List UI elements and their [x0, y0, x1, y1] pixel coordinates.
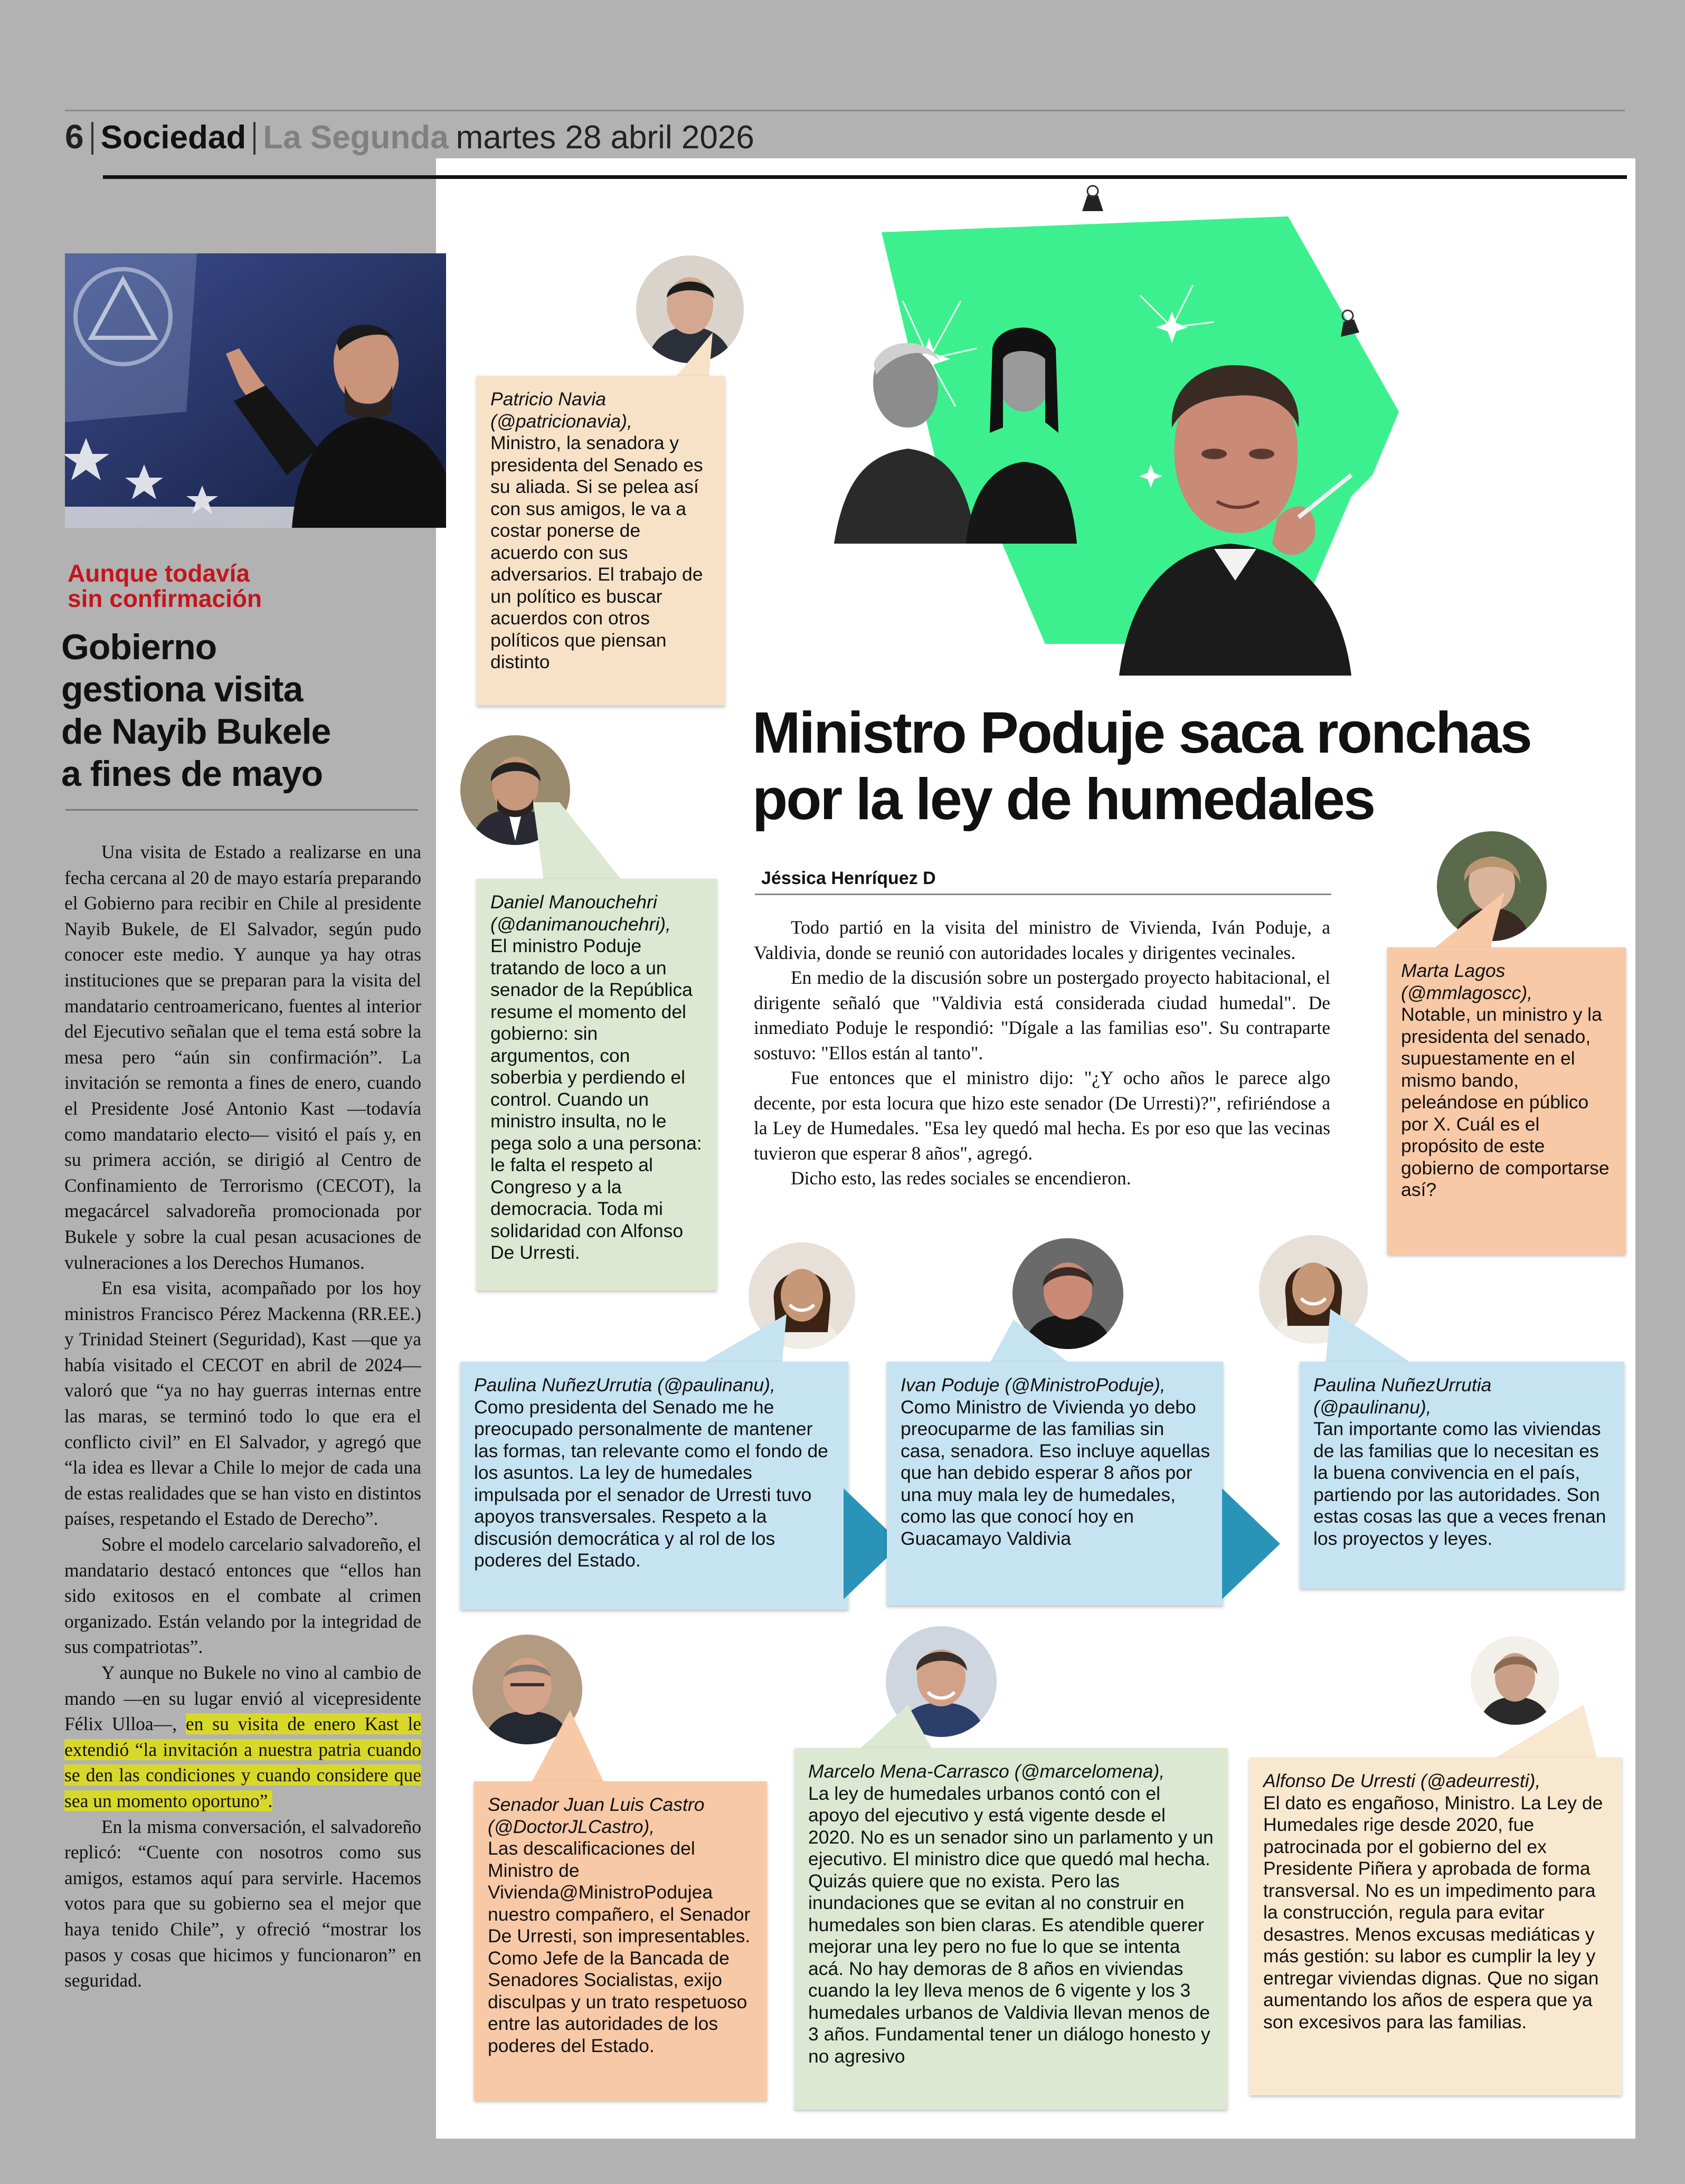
quote-card-patricio-navia	[477, 376, 725, 706]
speech-tail	[1425, 892, 1510, 955]
left-article-body	[64, 839, 421, 1993]
speech-tail	[528, 802, 633, 881]
quote-author: Paulina NuñezUrrutia (@paulinanu),	[474, 1374, 775, 1395]
paragraph	[64, 1660, 421, 1814]
paragraph: Sobre el modelo carcelario salvadoreño, el mandatario destacó entonces que “ellos han sido exitosos en el combate al crimen organizado. Están velando por la integridad de sus compatriotas”.	[64, 1534, 421, 1658]
main-article-body	[754, 915, 1330, 1191]
paragraph: En la misma conversación, el salvadoreño replicó: “Cuente con nosotros como sus amigos, estamos aquí para servirle. Hacemos votos para que su gobierno sea el mejor que haya tenido Chile”, y ofreció “mostrar los pasos y cosas que hicimos y funcionaron” en seguridad.	[64, 1816, 421, 1991]
title-line: Gobierno	[61, 627, 217, 667]
quote-text: Las descalificaciones del Ministro de Vivienda@MinistroPodujea nuestro compañero, el Senador De Urresti, son impresentables. Como Jefe de la Bancada de Senadores Socialistas, exijo disculpas y un trato respetuoso entre las autoridades de los poderes del Estado.	[488, 1838, 751, 2056]
paragraph: Una visita de Estado a realizarse en una fecha cercana al 20 de mayo estaría preparando el Gobierno para recibir en Chile al presidente Nayib Bukele, de El Salvador, según pudo conocer este medio. Y aunque ya hay otras instituciones que se preparan para la visita del mandatario centroamericano, fuentes al interior del Ejecutivo señalan que el tema está sobre la mesa pero “aún sin confirmación”. La invitación se remonta a fines de enero, cuando el Presidente José Antonio Kast —todavía como mandatario electo— visitó el país y, en su primera acción, se dirigió al Centro de Confinamiento de Terrorismo (CECOT), la megacárcel salvadoreña promocionada por Bukele y sobre la cual pesan acusaciones de vulneraciones a los Derechos Humanos.	[64, 841, 421, 1273]
quote-author: Daniel Manouchehri (@danimanouchehri),	[490, 891, 671, 935]
paragraph: En medio de la discusión sobre un postergado proyecto habitacional, el dirigente señaló que "Valdivia está considerada ciudad humedal". De inmediato Poduje le respondió: "Dígale a las familias eso". Su contraparte sostuvo: "Ellos están al tanto".	[754, 967, 1330, 1063]
title-line: Ministro Poduje saca ronchas	[752, 700, 1531, 765]
quote-text: El dato es engañoso, Ministro. La Ley de Humedales rige desde 2020, fue patrocinada por el gobierno del ex Presidente Piñera y aprobada de forma transversal. No es un impedimento para la construcción, regula para evitar desastres. Menos excusas mediáticas y más gestión: su labor es cumplir la ley y entregar viviendas dignas. Que no sigan aumentando los años de espera que ya son excesivos para las familias.	[1263, 1792, 1603, 2033]
quote-card-marta-lagos	[1387, 947, 1626, 1255]
paragraph-text: Y aunque no Bukele no vino al cambio de mando —en su lugar envió al vicepresidente Félix Ulloa—,	[64, 1662, 421, 1735]
header-divider	[253, 122, 255, 155]
quote-text: Como Ministro de Vivienda yo debo preocuparme de las familias sin casa, senadora. Eso incluye aquellas que han debido esperar 8 años por una muy mala ley de humedales, como las que conocí hoy en Guacamayo Valdivia	[901, 1396, 1210, 1549]
section-name: Sociedad	[100, 119, 247, 156]
left-article-title	[61, 626, 431, 795]
quote-text: El ministro Poduje tratando de loco a un senador de la República resume el momento del gobierno: sin argumentos, con soberbia y perdiendo el control. Cuando un ministro insulta, no le pega solo a una persona: le falta el respeto al Congreso y a la democracia. Toda mi solidaridad con Alfonso De Urresti.	[490, 935, 702, 1263]
quote-card-juan-luis-castro	[474, 1781, 767, 2101]
header-bottom-rule	[103, 175, 1627, 179]
quote-text: La ley de humedales urbanos contó con el apoyo del ejecutivo y está vigente desde el 2020. No es un senador sino un parlamento y un ejecutivo. El ministro dice que quedó mal hecha. Quizás quiere que no exista. Pero las inundaciones que se evitan al no construir en humedales son bien claras. Es atendible querer mejorar una ley pero no fue lo que se intenta acá. No hay demoras de 8 años en viviendas cuando la ley lleva menos de 6 vigente y los 3 humedales urbanos de Valdivia llevan menos de 3 años. Fundamental tener un diálogo honesto y no agresivo	[808, 1782, 1214, 2067]
quote-text: Ministro, la senadora y presidenta del Senado es su aliada. Si se pelea así con sus amigos, le va a costar ponerse de acuerdo con sus adversarios. El trabajo de un político es buscar acuerdos con otros políticos que piensan distinto	[490, 432, 703, 672]
title-line: de Nayib Bukele	[61, 711, 331, 752]
bukele-photo	[65, 253, 446, 528]
quote-author: Marcelo Mena-Carrasco (@marcelomena),	[808, 1761, 1165, 1782]
quote-author: Patricio Navia (@patricionavia),	[490, 388, 632, 432]
quote-card-paulina-nunez	[1300, 1362, 1624, 1589]
title-line: gestiona visita	[61, 669, 303, 709]
quote-card-alfonso-de-urresti	[1249, 1758, 1622, 2095]
kicker-line: Aunque todavía	[68, 559, 250, 587]
poduje-collage	[823, 179, 1531, 676]
highlighted-quote: en su visita de enero Kast le extendió “la invitación a nuestra patria cuando se den las condiciones y cuando considere que sea un momento oportuno”.	[64, 1713, 421, 1811]
paragraph: Dicho esto, las redes sociales se encendieron.	[791, 1167, 1131, 1189]
quote-author: Paulina NuñezUrrutia (@paulinanu),	[1313, 1374, 1492, 1418]
quote-text: Tan importante como las viviendas de las familias que lo necesitan es la buena convivencia en el país, partiendo por las autoridades. Son estas cosas las que a veces frenan los proyectos y leyes.	[1313, 1418, 1606, 1549]
arrow-right-icon	[1222, 1488, 1280, 1599]
quote-author: Senador Juan Luis Castro (@DoctorJLCastro),	[488, 1794, 705, 1837]
issue-date: martes 28 abril 2026	[456, 119, 754, 156]
quote-text: Notable, un ministro y la presidenta del senado, supuestamente en el mismo bando, peleándose en público por X. Cuál es el propósito de este gobierno de comportarse así?	[1401, 1004, 1610, 1200]
paragraph: Fue entonces que el ministro dijo: "¿Y ocho años le parece algo decente, por esta locura que hizo este senador (De Urresti)?", refiriéndose a la Ley de Humedales. "Esa ley quedó mal hecha. Es por eso que las vecinas tuvieron que esperar 8 años", agregó.	[754, 1067, 1330, 1164]
main-article-title	[752, 700, 1623, 833]
quote-card-marcelo-mena	[794, 1748, 1227, 2110]
byline-rule	[755, 894, 1331, 895]
speech-tail	[528, 1710, 612, 1789]
publication-name: La Segunda	[263, 119, 449, 156]
left-article-rule	[65, 809, 418, 811]
paragraph: Todo partió en la visita del ministro de Vivienda, Iván Poduje, a Valdivia, donde se reunió con autoridades locales y dirigentes vecinales.	[754, 917, 1330, 963]
header-divider	[91, 122, 93, 155]
header-top-rule	[65, 110, 1625, 111]
quote-author: Alfonso De Urresti (@adeurresti),	[1263, 1770, 1541, 1791]
page-header	[65, 117, 754, 159]
quote-text: Como presidenta del Senado me he preocupado personalmente de mantener las formas, tan relevante como el fondo de los asuntos. La ley de humedales impulsada por el senador de Urresti tuvo apoyos transversales. Respeto a la discusión democrática y al rol de los poderes del Estado.	[474, 1396, 828, 1571]
byline: Jéssica Henríquez D	[761, 868, 936, 888]
binder-clip-icon	[1082, 186, 1103, 211]
bukele-photo-illustration	[65, 253, 446, 528]
quote-author: Ivan Poduje (@MinistroPoduje),	[901, 1374, 1166, 1395]
quote-card-daniel-manouchehri	[477, 879, 717, 1290]
quote-card-ivan-poduje	[887, 1362, 1223, 1606]
title-line: a fines de mayo	[61, 754, 323, 794]
page-number: 6	[65, 118, 84, 156]
paragraph: En esa visita, acompañado por los hoy ministros Francisco Pérez Mackenna (RR.EE.) y Trinidad Steinert (Seguridad), Kast —que ya había visitado el CECOT en abril de 2024— valoró que “ya no hay guerras internas entre las maras, se terminó todo lo que era el conflicto civil” en El Salvador, y agregó que “la idea es llevar a Chile lo mejor de cada una de estas realidades que se han visto en distintos países, respetando el Estado de Derecho”.	[64, 1277, 421, 1530]
title-line: por la ley de humedales	[752, 767, 1375, 832]
left-article-kicker	[68, 561, 437, 611]
quote-author: Marta Lagos (@mmlagoscc),	[1401, 960, 1533, 1003]
kicker-line: sin confirmación	[68, 585, 262, 612]
quote-card-paulina-nunez	[460, 1362, 848, 1610]
